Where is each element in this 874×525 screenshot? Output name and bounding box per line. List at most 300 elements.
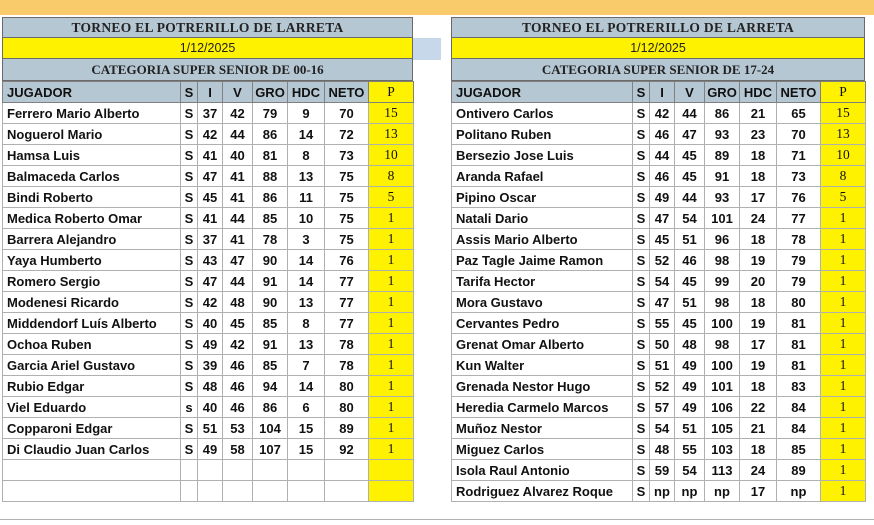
cell-s[interactable]: S: [633, 460, 650, 481]
cell-v[interactable]: 42: [223, 103, 253, 124]
cell-hdc[interactable]: 3: [288, 229, 325, 250]
cell-gro[interactable]: 91: [253, 271, 288, 292]
cell-p[interactable]: 13: [821, 124, 866, 145]
cell-gro[interactable]: 86: [253, 124, 288, 145]
cell-s[interactable]: S: [181, 418, 198, 439]
cell-s[interactable]: S: [181, 334, 198, 355]
cell-neto[interactable]: 92: [325, 439, 369, 460]
cell-p[interactable]: [369, 460, 414, 481]
cell-s[interactable]: S: [181, 376, 198, 397]
cell-i[interactable]: 40: [198, 397, 223, 418]
cell-i[interactable]: 42: [198, 124, 223, 145]
player-name-cell[interactable]: Balmaceda Carlos: [3, 166, 181, 187]
cell-v[interactable]: 46: [223, 376, 253, 397]
column-header-neto[interactable]: NETO: [325, 82, 369, 103]
cell-gro[interactable]: 100: [705, 355, 740, 376]
cell-v[interactable]: 45: [675, 271, 705, 292]
cell-i[interactable]: 47: [650, 208, 675, 229]
cell-neto[interactable]: 84: [777, 397, 821, 418]
player-name-cell[interactable]: Natali Dario: [452, 208, 633, 229]
cell-hdc[interactable]: 13: [288, 292, 325, 313]
cell-i[interactable]: 50: [650, 334, 675, 355]
player-name-cell[interactable]: Rodriguez Alvarez Roque: [452, 481, 633, 502]
cell-gro[interactable]: 91: [253, 334, 288, 355]
cell-hdc[interactable]: 22: [740, 397, 777, 418]
cell-i[interactable]: 45: [198, 187, 223, 208]
cell-s[interactable]: S: [181, 103, 198, 124]
player-name-cell[interactable]: Ontivero Carlos: [452, 103, 633, 124]
cell-i[interactable]: 45: [650, 229, 675, 250]
cell-neto[interactable]: 75: [325, 229, 369, 250]
column-header-neto[interactable]: NETO: [777, 82, 821, 103]
cell-s[interactable]: S: [181, 229, 198, 250]
cell-hdc[interactable]: 17: [740, 334, 777, 355]
cell-gro[interactable]: 88: [253, 166, 288, 187]
player-name-cell[interactable]: Grenat Omar Alberto: [452, 334, 633, 355]
cell-i[interactable]: 55: [650, 313, 675, 334]
cell-p[interactable]: 1: [821, 418, 866, 439]
cell-gro[interactable]: [253, 460, 288, 481]
player-name-cell[interactable]: Di Claudio Juan Carlos: [3, 439, 181, 460]
cell-s[interactable]: S: [633, 187, 650, 208]
cell-neto[interactable]: 80: [325, 376, 369, 397]
cell-hdc[interactable]: 19: [740, 355, 777, 376]
cell-v[interactable]: 44: [223, 208, 253, 229]
cell-v[interactable]: 49: [675, 376, 705, 397]
cell-v[interactable]: 40: [223, 145, 253, 166]
cell-i[interactable]: 47: [198, 166, 223, 187]
cell-s[interactable]: S: [633, 481, 650, 502]
cell-hdc[interactable]: 19: [740, 250, 777, 271]
cell-p[interactable]: 1: [821, 460, 866, 481]
cell-i[interactable]: 54: [650, 418, 675, 439]
cell-v[interactable]: 51: [675, 292, 705, 313]
cell-i[interactable]: 52: [650, 376, 675, 397]
cell-i[interactable]: 37: [198, 103, 223, 124]
cell-i[interactable]: 49: [198, 334, 223, 355]
player-name-cell[interactable]: Bindi Roberto: [3, 187, 181, 208]
cell-v[interactable]: 51: [675, 229, 705, 250]
cell-s[interactable]: S: [633, 418, 650, 439]
cell-gro[interactable]: 89: [705, 145, 740, 166]
cell-p[interactable]: 1: [821, 292, 866, 313]
cell-i[interactable]: 49: [198, 439, 223, 460]
cell-v[interactable]: 48: [223, 292, 253, 313]
player-name-cell[interactable]: Miguez Carlos: [452, 439, 633, 460]
cell-v[interactable]: 49: [675, 397, 705, 418]
player-name-cell[interactable]: Paz Tagle Jaime Ramon: [452, 250, 633, 271]
cell-v[interactable]: 44: [675, 187, 705, 208]
cell-gro[interactable]: 85: [253, 313, 288, 334]
cell-neto[interactable]: 75: [325, 166, 369, 187]
cell-i[interactable]: 42: [198, 292, 223, 313]
cell-p[interactable]: 1: [369, 292, 414, 313]
cell-v[interactable]: 45: [675, 166, 705, 187]
cell-gro[interactable]: 96: [705, 229, 740, 250]
cell-s[interactable]: S: [633, 376, 650, 397]
cell-neto[interactable]: 78: [325, 334, 369, 355]
cell-s[interactable]: S: [181, 271, 198, 292]
cell-hdc[interactable]: 14: [288, 271, 325, 292]
cell-neto[interactable]: 76: [325, 250, 369, 271]
cell-i[interactable]: 51: [650, 355, 675, 376]
cell-neto[interactable]: [325, 460, 369, 481]
player-name-cell[interactable]: Grenada Nestor Hugo: [452, 376, 633, 397]
cell-neto[interactable]: 72: [325, 124, 369, 145]
cell-s[interactable]: [181, 481, 198, 502]
cell-hdc[interactable]: 24: [740, 208, 777, 229]
cell-hdc[interactable]: 9: [288, 103, 325, 124]
cell-gro[interactable]: 107: [253, 439, 288, 460]
cell-p[interactable]: 1: [369, 250, 414, 271]
cell-hdc[interactable]: 13: [288, 166, 325, 187]
cell-i[interactable]: 51: [198, 418, 223, 439]
cell-hdc[interactable]: 6: [288, 397, 325, 418]
cell-neto[interactable]: 80: [777, 292, 821, 313]
cell-gro[interactable]: 99: [705, 271, 740, 292]
cell-p[interactable]: 1: [821, 271, 866, 292]
cell-hdc[interactable]: 18: [740, 439, 777, 460]
cell-i[interactable]: 49: [650, 187, 675, 208]
cell-i[interactable]: 44: [650, 145, 675, 166]
cell-gro[interactable]: 103: [705, 439, 740, 460]
cell-v[interactable]: 44: [223, 271, 253, 292]
cell-p[interactable]: 1: [369, 355, 414, 376]
player-name-cell[interactable]: Politano Ruben: [452, 124, 633, 145]
cell-i[interactable]: 57: [650, 397, 675, 418]
cell-neto[interactable]: 65: [777, 103, 821, 124]
cell-s[interactable]: S: [633, 271, 650, 292]
column-header-v[interactable]: V: [675, 82, 705, 103]
cell-hdc[interactable]: 14: [288, 376, 325, 397]
cell-v[interactable]: 54: [675, 460, 705, 481]
cell-i[interactable]: 59: [650, 460, 675, 481]
cell-p[interactable]: 1: [821, 397, 866, 418]
cell-v[interactable]: 46: [675, 250, 705, 271]
cell-p[interactable]: 1: [369, 376, 414, 397]
column-header-v[interactable]: V: [223, 82, 253, 103]
column-header-i[interactable]: I: [650, 82, 675, 103]
cell-v[interactable]: 45: [223, 313, 253, 334]
cell-s[interactable]: S: [633, 124, 650, 145]
player-name-cell[interactable]: Aranda Rafael: [452, 166, 633, 187]
cell-hdc[interactable]: 14: [288, 124, 325, 145]
cell-i[interactable]: 42: [650, 103, 675, 124]
cell-neto[interactable]: [325, 481, 369, 502]
cell-p[interactable]: [369, 481, 414, 502]
cell-gro[interactable]: 100: [705, 313, 740, 334]
cell-v[interactable]: [223, 460, 253, 481]
cell-neto[interactable]: 85: [777, 439, 821, 460]
cell-hdc[interactable]: 13: [288, 334, 325, 355]
cell-v[interactable]: 47: [223, 250, 253, 271]
cell-neto[interactable]: 84: [777, 418, 821, 439]
cell-gro[interactable]: 98: [705, 292, 740, 313]
cell-v[interactable]: 45: [675, 145, 705, 166]
cell-gro[interactable]: 90: [253, 250, 288, 271]
cell-neto[interactable]: 79: [777, 271, 821, 292]
cell-gro[interactable]: 98: [705, 334, 740, 355]
player-name-cell[interactable]: Viel Eduardo: [3, 397, 181, 418]
player-name-cell[interactable]: Modenesi Ricardo: [3, 292, 181, 313]
cell-hdc[interactable]: 7: [288, 355, 325, 376]
column-header-s[interactable]: S: [633, 82, 650, 103]
cell-p[interactable]: 8: [369, 166, 414, 187]
cell-s[interactable]: S: [181, 145, 198, 166]
cell-i[interactable]: 54: [650, 271, 675, 292]
cell-p[interactable]: 10: [821, 145, 866, 166]
cell-hdc[interactable]: 14: [288, 250, 325, 271]
column-header-jugador[interactable]: JUGADOR: [3, 82, 181, 103]
cell-gro[interactable]: 85: [253, 208, 288, 229]
cell-s[interactable]: S: [633, 355, 650, 376]
cell-gro[interactable]: 105: [705, 418, 740, 439]
cell-s[interactable]: S: [181, 166, 198, 187]
cell-neto[interactable]: 75: [325, 208, 369, 229]
cell-p[interactable]: 1: [369, 229, 414, 250]
cell-gro[interactable]: 85: [253, 355, 288, 376]
cell-v[interactable]: 49: [675, 355, 705, 376]
cell-gro[interactable]: 93: [705, 124, 740, 145]
cell-gro[interactable]: np: [705, 481, 740, 502]
cell-neto[interactable]: 81: [777, 334, 821, 355]
cell-hdc[interactable]: 18: [740, 292, 777, 313]
cell-gro[interactable]: 81: [253, 145, 288, 166]
cell-hdc[interactable]: 10: [288, 208, 325, 229]
cell-hdc[interactable]: 17: [740, 481, 777, 502]
cell-i[interactable]: 48: [198, 376, 223, 397]
player-name-cell[interactable]: Assis Mario Alberto: [452, 229, 633, 250]
column-header-jugador[interactable]: JUGADOR: [452, 82, 633, 103]
cell-gro[interactable]: 94: [253, 376, 288, 397]
cell-hdc[interactable]: 8: [288, 313, 325, 334]
cell-gro[interactable]: 90: [253, 292, 288, 313]
cell-i[interactable]: [198, 481, 223, 502]
cell-gro[interactable]: 86: [705, 103, 740, 124]
cell-p[interactable]: 1: [369, 334, 414, 355]
cell-p[interactable]: 10: [369, 145, 414, 166]
cell-gro[interactable]: [253, 481, 288, 502]
cell-hdc[interactable]: [288, 481, 325, 502]
cell-gro[interactable]: 78: [253, 229, 288, 250]
player-name-cell[interactable]: Romero Sergio: [3, 271, 181, 292]
cell-hdc[interactable]: 23: [740, 124, 777, 145]
cell-s[interactable]: S: [633, 439, 650, 460]
cell-gro[interactable]: 93: [705, 187, 740, 208]
column-header-hdc[interactable]: HDC: [740, 82, 777, 103]
cell-neto[interactable]: 78: [777, 229, 821, 250]
player-name-cell[interactable]: Rubio Edgar: [3, 376, 181, 397]
cell-neto[interactable]: 76: [777, 187, 821, 208]
cell-v[interactable]: 53: [223, 418, 253, 439]
cell-neto[interactable]: 89: [777, 460, 821, 481]
cell-i[interactable]: 43: [198, 250, 223, 271]
cell-hdc[interactable]: 18: [740, 145, 777, 166]
player-name-cell[interactable]: Mora Gustavo: [452, 292, 633, 313]
player-name-cell[interactable]: Middendorf Luís Alberto: [3, 313, 181, 334]
cell-i[interactable]: 47: [198, 271, 223, 292]
cell-v[interactable]: 41: [223, 229, 253, 250]
cell-v[interactable]: 51: [675, 418, 705, 439]
cell-neto[interactable]: 79: [777, 250, 821, 271]
cell-neto[interactable]: 80: [325, 397, 369, 418]
cell-neto[interactable]: 70: [325, 103, 369, 124]
cell-gro[interactable]: 86: [253, 397, 288, 418]
cell-neto[interactable]: 73: [777, 166, 821, 187]
cell-v[interactable]: 44: [675, 103, 705, 124]
cell-neto[interactable]: 77: [325, 271, 369, 292]
player-name-cell[interactable]: Barrera Alejandro: [3, 229, 181, 250]
cell-hdc[interactable]: 21: [740, 418, 777, 439]
cell-i[interactable]: 37: [198, 229, 223, 250]
cell-p[interactable]: 1: [369, 439, 414, 460]
cell-hdc[interactable]: 24: [740, 460, 777, 481]
player-name-cell[interactable]: Heredia Carmelo Marcos: [452, 397, 633, 418]
cell-hdc[interactable]: 18: [740, 166, 777, 187]
cell-v[interactable]: 45: [675, 313, 705, 334]
cell-p[interactable]: 1: [821, 376, 866, 397]
cell-v[interactable]: 46: [223, 355, 253, 376]
cell-v[interactable]: 41: [223, 166, 253, 187]
cell-hdc[interactable]: 15: [288, 418, 325, 439]
cell-i[interactable]: np: [650, 481, 675, 502]
column-header-p[interactable]: P: [821, 82, 866, 103]
column-header-gro[interactable]: GRO: [705, 82, 740, 103]
cell-i[interactable]: 41: [198, 208, 223, 229]
player-name-cell[interactable]: Ferrero Mario Alberto: [3, 103, 181, 124]
cell-hdc[interactable]: 11: [288, 187, 325, 208]
cell-p[interactable]: 1: [821, 355, 866, 376]
cell-neto[interactable]: 75: [325, 187, 369, 208]
cell-neto[interactable]: 78: [325, 355, 369, 376]
cell-p[interactable]: 1: [369, 418, 414, 439]
cell-neto[interactable]: 77: [325, 292, 369, 313]
cell-neto[interactable]: 77: [777, 208, 821, 229]
player-name-cell[interactable]: Garcia Ariel Gustavo: [3, 355, 181, 376]
player-name-cell[interactable]: Hamsa Luis: [3, 145, 181, 166]
cell-neto[interactable]: 71: [777, 145, 821, 166]
player-name-cell[interactable]: Yaya Humberto: [3, 250, 181, 271]
cell-i[interactable]: 48: [650, 439, 675, 460]
cell-neto[interactable]: 73: [325, 145, 369, 166]
cell-i[interactable]: 46: [650, 124, 675, 145]
player-name-cell[interactable]: Cervantes Pedro: [452, 313, 633, 334]
player-name-cell[interactable]: Isola Raul Antonio: [452, 460, 633, 481]
cell-p[interactable]: 1: [821, 313, 866, 334]
cell-i[interactable]: 47: [650, 292, 675, 313]
cell-v[interactable]: 54: [675, 208, 705, 229]
cell-s[interactable]: S: [181, 439, 198, 460]
cell-p[interactable]: 1: [821, 481, 866, 502]
cell-gro[interactable]: 101: [705, 208, 740, 229]
cell-p[interactable]: 5: [821, 187, 866, 208]
cell-i[interactable]: 39: [198, 355, 223, 376]
cell-gro[interactable]: 113: [705, 460, 740, 481]
cell-s[interactable]: S: [181, 124, 198, 145]
cell-v[interactable]: 58: [223, 439, 253, 460]
player-name-cell[interactable]: Bersezio Jose Luis: [452, 145, 633, 166]
cell-p[interactable]: 1: [821, 208, 866, 229]
cell-neto[interactable]: 89: [325, 418, 369, 439]
cell-neto[interactable]: 83: [777, 376, 821, 397]
cell-p[interactable]: 1: [369, 397, 414, 418]
cell-p[interactable]: 13: [369, 124, 414, 145]
cell-neto[interactable]: 70: [777, 124, 821, 145]
cell-neto[interactable]: 81: [777, 355, 821, 376]
cell-s[interactable]: S: [181, 313, 198, 334]
player-name-cell[interactable]: Medica Roberto Omar: [3, 208, 181, 229]
cell-s[interactable]: S: [181, 355, 198, 376]
cell-i[interactable]: 52: [650, 250, 675, 271]
cell-p[interactable]: 1: [821, 334, 866, 355]
cell-v[interactable]: 46: [223, 397, 253, 418]
player-name-cell[interactable]: Noguerol Mario: [3, 124, 181, 145]
cell-v[interactable]: 55: [675, 439, 705, 460]
cell-gro[interactable]: 79: [253, 103, 288, 124]
cell-i[interactable]: [198, 460, 223, 481]
cell-s[interactable]: S: [633, 397, 650, 418]
cell-gro[interactable]: 101: [705, 376, 740, 397]
cell-v[interactable]: [223, 481, 253, 502]
cell-p[interactable]: 1: [369, 271, 414, 292]
cell-s[interactable]: S: [181, 292, 198, 313]
player-name-cell[interactable]: Kun Walter: [452, 355, 633, 376]
column-header-i[interactable]: I: [198, 82, 223, 103]
cell-hdc[interactable]: 18: [740, 376, 777, 397]
cell-s[interactable]: S: [633, 229, 650, 250]
cell-hdc[interactable]: 19: [740, 313, 777, 334]
cell-p[interactable]: 1: [821, 439, 866, 460]
cell-i[interactable]: 41: [198, 145, 223, 166]
cell-hdc[interactable]: 18: [740, 229, 777, 250]
cell-hdc[interactable]: 20: [740, 271, 777, 292]
player-name-cell[interactable]: Pipino Oscar: [452, 187, 633, 208]
cell-p[interactable]: 15: [369, 103, 414, 124]
cell-p[interactable]: 1: [369, 313, 414, 334]
cell-v[interactable]: 41: [223, 187, 253, 208]
cell-s[interactable]: S: [633, 292, 650, 313]
cell-s[interactable]: s: [181, 397, 198, 418]
cell-gro[interactable]: 91: [705, 166, 740, 187]
column-header-hdc[interactable]: HDC: [288, 82, 325, 103]
cell-neto[interactable]: np: [777, 481, 821, 502]
cell-p[interactable]: 1: [821, 229, 866, 250]
cell-neto[interactable]: 81: [777, 313, 821, 334]
column-header-p[interactable]: P: [369, 82, 414, 103]
cell-v[interactable]: 47: [675, 124, 705, 145]
cell-hdc[interactable]: [288, 460, 325, 481]
cell-s[interactable]: S: [181, 250, 198, 271]
player-name-cell[interactable]: [3, 481, 181, 502]
cell-i[interactable]: 40: [198, 313, 223, 334]
cell-hdc[interactable]: 21: [740, 103, 777, 124]
cell-s[interactable]: S: [633, 334, 650, 355]
cell-s[interactable]: S: [633, 103, 650, 124]
cell-p[interactable]: 5: [369, 187, 414, 208]
cell-p[interactable]: 1: [821, 250, 866, 271]
selected-gap-cell[interactable]: [413, 38, 441, 60]
cell-s[interactable]: S: [633, 313, 650, 334]
cell-i[interactable]: 46: [650, 166, 675, 187]
player-name-cell[interactable]: Copparoni Edgar: [3, 418, 181, 439]
cell-v[interactable]: 42: [223, 334, 253, 355]
cell-s[interactable]: S: [633, 145, 650, 166]
cell-s[interactable]: [181, 460, 198, 481]
cell-hdc[interactable]: 17: [740, 187, 777, 208]
player-name-cell[interactable]: Muñoz Nestor: [452, 418, 633, 439]
cell-s[interactable]: S: [633, 208, 650, 229]
cell-gro[interactable]: 104: [253, 418, 288, 439]
